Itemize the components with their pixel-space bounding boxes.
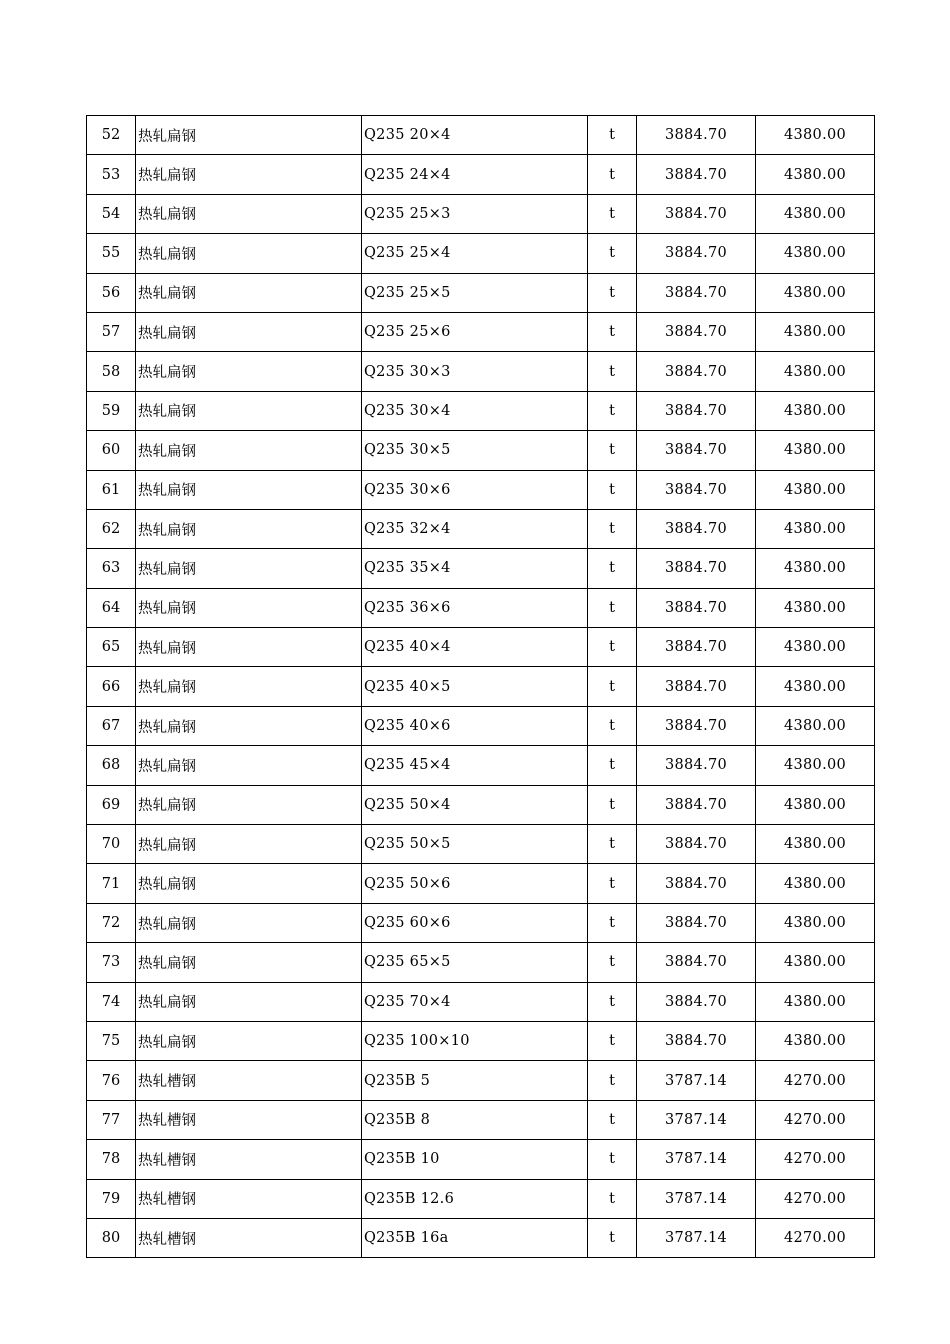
material-name-cell: 热轧扁钢 bbox=[136, 667, 362, 706]
table-row bbox=[87, 785, 875, 824]
unit-cell: t bbox=[588, 785, 637, 824]
specification-cell: Q235 20×4 bbox=[362, 116, 588, 155]
row-number-cell: 73 bbox=[87, 943, 136, 982]
price-excl-tax-cell: 3884.70 bbox=[637, 155, 756, 194]
specification-cell: Q235 70×4 bbox=[362, 982, 588, 1021]
price-excl-tax-cell: 3884.70 bbox=[637, 746, 756, 785]
unit-cell: t bbox=[588, 431, 637, 470]
price-incl-tax-cell: 4380.00 bbox=[756, 1021, 875, 1060]
price-incl-tax-cell: 4380.00 bbox=[756, 312, 875, 351]
table-row bbox=[87, 1218, 875, 1257]
price-incl-tax-cell: 4380.00 bbox=[756, 431, 875, 470]
specification-cell: Q235B 8 bbox=[362, 1100, 588, 1139]
row-number-cell: 61 bbox=[87, 470, 136, 509]
row-number-cell: 54 bbox=[87, 194, 136, 233]
material-name-cell: 热轧槽钢 bbox=[136, 1140, 362, 1179]
table-row bbox=[87, 746, 875, 785]
price-incl-tax-cell: 4380.00 bbox=[756, 588, 875, 627]
price-excl-tax-cell: 3884.70 bbox=[637, 194, 756, 233]
specification-cell: Q235 25×6 bbox=[362, 312, 588, 351]
material-name-cell: 热轧扁钢 bbox=[136, 312, 362, 351]
specification-cell: Q235 25×5 bbox=[362, 273, 588, 312]
price-excl-tax-cell: 3884.70 bbox=[637, 431, 756, 470]
table-row bbox=[87, 1179, 875, 1218]
material-name-cell: 热轧扁钢 bbox=[136, 1021, 362, 1060]
unit-cell: t bbox=[588, 352, 637, 391]
unit-cell: t bbox=[588, 746, 637, 785]
specification-cell: Q235 50×5 bbox=[362, 825, 588, 864]
row-number-cell: 65 bbox=[87, 628, 136, 667]
price-excl-tax-cell: 3884.70 bbox=[637, 391, 756, 430]
table-body bbox=[87, 116, 875, 1258]
price-excl-tax-cell: 3884.70 bbox=[637, 509, 756, 548]
unit-cell: t bbox=[588, 982, 637, 1021]
price-incl-tax-cell: 4380.00 bbox=[756, 273, 875, 312]
price-incl-tax-cell: 4380.00 bbox=[756, 549, 875, 588]
material-name-cell: 热轧扁钢 bbox=[136, 746, 362, 785]
material-name-cell: 热轧扁钢 bbox=[136, 864, 362, 903]
price-incl-tax-cell: 4380.00 bbox=[756, 352, 875, 391]
price-excl-tax-cell: 3884.70 bbox=[637, 943, 756, 982]
specification-cell: Q235 40×6 bbox=[362, 706, 588, 745]
table-row bbox=[87, 1100, 875, 1139]
material-name-cell: 热轧扁钢 bbox=[136, 194, 362, 233]
price-excl-tax-cell: 3884.70 bbox=[637, 628, 756, 667]
table-row bbox=[87, 1061, 875, 1100]
table-row bbox=[87, 116, 875, 155]
row-number-cell: 80 bbox=[87, 1218, 136, 1257]
material-name-cell: 热轧扁钢 bbox=[136, 982, 362, 1021]
price-incl-tax-cell: 4380.00 bbox=[756, 706, 875, 745]
price-incl-tax-cell: 4270.00 bbox=[756, 1179, 875, 1218]
unit-cell: t bbox=[588, 273, 637, 312]
row-number-cell: 66 bbox=[87, 667, 136, 706]
material-name-cell: 热轧扁钢 bbox=[136, 391, 362, 430]
material-name-cell: 热轧扁钢 bbox=[136, 509, 362, 548]
table-row bbox=[87, 273, 875, 312]
unit-cell: t bbox=[588, 1061, 637, 1100]
price-incl-tax-cell: 4380.00 bbox=[756, 825, 875, 864]
price-incl-tax-cell: 4270.00 bbox=[756, 1140, 875, 1179]
price-excl-tax-cell: 3787.14 bbox=[637, 1100, 756, 1139]
price-incl-tax-cell: 4270.00 bbox=[756, 1061, 875, 1100]
row-number-cell: 56 bbox=[87, 273, 136, 312]
row-number-cell: 58 bbox=[87, 352, 136, 391]
unit-cell: t bbox=[588, 549, 637, 588]
table-row bbox=[87, 234, 875, 273]
table-row bbox=[87, 352, 875, 391]
table-row bbox=[87, 194, 875, 233]
table-row bbox=[87, 391, 875, 430]
unit-cell: t bbox=[588, 312, 637, 351]
material-name-cell: 热轧槽钢 bbox=[136, 1179, 362, 1218]
row-number-cell: 60 bbox=[87, 431, 136, 470]
specification-cell: Q235 36×6 bbox=[362, 588, 588, 627]
specification-cell: Q235 60×6 bbox=[362, 903, 588, 942]
price-excl-tax-cell: 3884.70 bbox=[637, 234, 756, 273]
unit-cell: t bbox=[588, 1140, 637, 1179]
specification-cell: Q235 35×4 bbox=[362, 549, 588, 588]
price-excl-tax-cell: 3787.14 bbox=[637, 1218, 756, 1257]
specification-cell: Q235 30×3 bbox=[362, 352, 588, 391]
specification-cell: Q235 30×5 bbox=[362, 431, 588, 470]
row-number-cell: 68 bbox=[87, 746, 136, 785]
unit-cell: t bbox=[588, 667, 637, 706]
material-name-cell: 热轧扁钢 bbox=[136, 234, 362, 273]
price-excl-tax-cell: 3884.70 bbox=[637, 273, 756, 312]
specification-cell: Q235 45×4 bbox=[362, 746, 588, 785]
price-excl-tax-cell: 3884.70 bbox=[637, 549, 756, 588]
price-incl-tax-cell: 4270.00 bbox=[756, 1218, 875, 1257]
price-excl-tax-cell: 3884.70 bbox=[637, 1021, 756, 1060]
material-name-cell: 热轧扁钢 bbox=[136, 588, 362, 627]
price-incl-tax-cell: 4380.00 bbox=[756, 785, 875, 824]
price-incl-tax-cell: 4380.00 bbox=[756, 470, 875, 509]
material-name-cell: 热轧扁钢 bbox=[136, 549, 362, 588]
material-name-cell: 热轧扁钢 bbox=[136, 943, 362, 982]
row-number-cell: 53 bbox=[87, 155, 136, 194]
price-incl-tax-cell: 4380.00 bbox=[756, 391, 875, 430]
price-excl-tax-cell: 3884.70 bbox=[637, 982, 756, 1021]
price-incl-tax-cell: 4380.00 bbox=[756, 628, 875, 667]
table-row bbox=[87, 1021, 875, 1060]
unit-cell: t bbox=[588, 509, 637, 548]
unit-cell: t bbox=[588, 825, 637, 864]
material-name-cell: 热轧扁钢 bbox=[136, 155, 362, 194]
unit-cell: t bbox=[588, 155, 637, 194]
specification-cell: Q235B 16a bbox=[362, 1218, 588, 1257]
row-number-cell: 69 bbox=[87, 785, 136, 824]
row-number-cell: 76 bbox=[87, 1061, 136, 1100]
material-name-cell: 热轧扁钢 bbox=[136, 116, 362, 155]
row-number-cell: 79 bbox=[87, 1179, 136, 1218]
specification-cell: Q235 32×4 bbox=[362, 509, 588, 548]
table-row bbox=[87, 1140, 875, 1179]
specification-cell: Q235 65×5 bbox=[362, 943, 588, 982]
row-number-cell: 63 bbox=[87, 549, 136, 588]
price-excl-tax-cell: 3787.14 bbox=[637, 1140, 756, 1179]
price-incl-tax-cell: 4380.00 bbox=[756, 943, 875, 982]
row-number-cell: 70 bbox=[87, 825, 136, 864]
unit-cell: t bbox=[588, 116, 637, 155]
material-name-cell: 热轧扁钢 bbox=[136, 785, 362, 824]
unit-cell: t bbox=[588, 1218, 637, 1257]
price-incl-tax-cell: 4380.00 bbox=[756, 864, 875, 903]
row-number-cell: 64 bbox=[87, 588, 136, 627]
unit-cell: t bbox=[588, 234, 637, 273]
material-name-cell: 热轧槽钢 bbox=[136, 1061, 362, 1100]
table-row bbox=[87, 431, 875, 470]
material-name-cell: 热轧扁钢 bbox=[136, 431, 362, 470]
material-name-cell: 热轧扁钢 bbox=[136, 825, 362, 864]
price-incl-tax-cell: 4380.00 bbox=[756, 903, 875, 942]
unit-cell: t bbox=[588, 903, 637, 942]
row-number-cell: 71 bbox=[87, 864, 136, 903]
specification-cell: Q235 40×4 bbox=[362, 628, 588, 667]
price-excl-tax-cell: 3884.70 bbox=[637, 588, 756, 627]
unit-cell: t bbox=[588, 194, 637, 233]
price-excl-tax-cell: 3884.70 bbox=[637, 864, 756, 903]
row-number-cell: 52 bbox=[87, 116, 136, 155]
specification-cell: Q235 30×6 bbox=[362, 470, 588, 509]
price-incl-tax-cell: 4270.00 bbox=[756, 1100, 875, 1139]
unit-cell: t bbox=[588, 628, 637, 667]
price-excl-tax-cell: 3884.70 bbox=[637, 352, 756, 391]
material-name-cell: 热轧扁钢 bbox=[136, 470, 362, 509]
price-excl-tax-cell: 3884.70 bbox=[637, 785, 756, 824]
material-price-table bbox=[86, 115, 875, 1258]
unit-cell: t bbox=[588, 1179, 637, 1218]
material-name-cell: 热轧扁钢 bbox=[136, 706, 362, 745]
unit-cell: t bbox=[588, 864, 637, 903]
unit-cell: t bbox=[588, 943, 637, 982]
specification-cell: Q235 30×4 bbox=[362, 391, 588, 430]
price-incl-tax-cell: 4380.00 bbox=[756, 746, 875, 785]
unit-cell: t bbox=[588, 1021, 637, 1060]
table-row bbox=[87, 588, 875, 627]
table-row bbox=[87, 155, 875, 194]
material-name-cell: 热轧扁钢 bbox=[136, 628, 362, 667]
price-incl-tax-cell: 4380.00 bbox=[756, 194, 875, 233]
price-incl-tax-cell: 4380.00 bbox=[756, 155, 875, 194]
price-excl-tax-cell: 3884.70 bbox=[637, 706, 756, 745]
material-name-cell: 热轧槽钢 bbox=[136, 1218, 362, 1257]
table-row bbox=[87, 825, 875, 864]
material-name-cell: 热轧槽钢 bbox=[136, 1100, 362, 1139]
unit-cell: t bbox=[588, 470, 637, 509]
table-row bbox=[87, 706, 875, 745]
table-row bbox=[87, 470, 875, 509]
unit-cell: t bbox=[588, 1100, 637, 1139]
row-number-cell: 55 bbox=[87, 234, 136, 273]
table-row bbox=[87, 628, 875, 667]
row-number-cell: 77 bbox=[87, 1100, 136, 1139]
table-row bbox=[87, 312, 875, 351]
price-excl-tax-cell: 3884.70 bbox=[637, 903, 756, 942]
table-row bbox=[87, 982, 875, 1021]
row-number-cell: 75 bbox=[87, 1021, 136, 1060]
price-excl-tax-cell: 3884.70 bbox=[637, 825, 756, 864]
specification-cell: Q235 100×10 bbox=[362, 1021, 588, 1060]
specification-cell: Q235 24×4 bbox=[362, 155, 588, 194]
row-number-cell: 78 bbox=[87, 1140, 136, 1179]
unit-cell: t bbox=[588, 706, 637, 745]
price-excl-tax-cell: 3787.14 bbox=[637, 1179, 756, 1218]
table-row bbox=[87, 549, 875, 588]
unit-cell: t bbox=[588, 391, 637, 430]
row-number-cell: 57 bbox=[87, 312, 136, 351]
table-row bbox=[87, 943, 875, 982]
material-name-cell: 热轧扁钢 bbox=[136, 903, 362, 942]
row-number-cell: 74 bbox=[87, 982, 136, 1021]
material-name-cell: 热轧扁钢 bbox=[136, 352, 362, 391]
row-number-cell: 62 bbox=[87, 509, 136, 548]
row-number-cell: 67 bbox=[87, 706, 136, 745]
price-incl-tax-cell: 4380.00 bbox=[756, 509, 875, 548]
row-number-cell: 72 bbox=[87, 903, 136, 942]
row-number-cell: 59 bbox=[87, 391, 136, 430]
price-incl-tax-cell: 4380.00 bbox=[756, 234, 875, 273]
unit-cell: t bbox=[588, 588, 637, 627]
table-row bbox=[87, 903, 875, 942]
specification-cell: Q235 25×3 bbox=[362, 194, 588, 233]
table-row bbox=[87, 864, 875, 903]
specification-cell: Q235B 10 bbox=[362, 1140, 588, 1179]
price-excl-tax-cell: 3884.70 bbox=[637, 312, 756, 351]
specification-cell: Q235 50×4 bbox=[362, 785, 588, 824]
specification-cell: Q235 25×4 bbox=[362, 234, 588, 273]
price-incl-tax-cell: 4380.00 bbox=[756, 116, 875, 155]
specification-cell: Q235 40×5 bbox=[362, 667, 588, 706]
table-row bbox=[87, 667, 875, 706]
price-excl-tax-cell: 3884.70 bbox=[637, 116, 756, 155]
price-incl-tax-cell: 4380.00 bbox=[756, 982, 875, 1021]
price-incl-tax-cell: 4380.00 bbox=[756, 667, 875, 706]
price-excl-tax-cell: 3787.14 bbox=[637, 1061, 756, 1100]
specification-cell: Q235 50×6 bbox=[362, 864, 588, 903]
price-excl-tax-cell: 3884.70 bbox=[637, 667, 756, 706]
material-name-cell: 热轧扁钢 bbox=[136, 273, 362, 312]
table-row bbox=[87, 509, 875, 548]
specification-cell: Q235B 12.6 bbox=[362, 1179, 588, 1218]
specification-cell: Q235B 5 bbox=[362, 1061, 588, 1100]
price-excl-tax-cell: 3884.70 bbox=[637, 470, 756, 509]
